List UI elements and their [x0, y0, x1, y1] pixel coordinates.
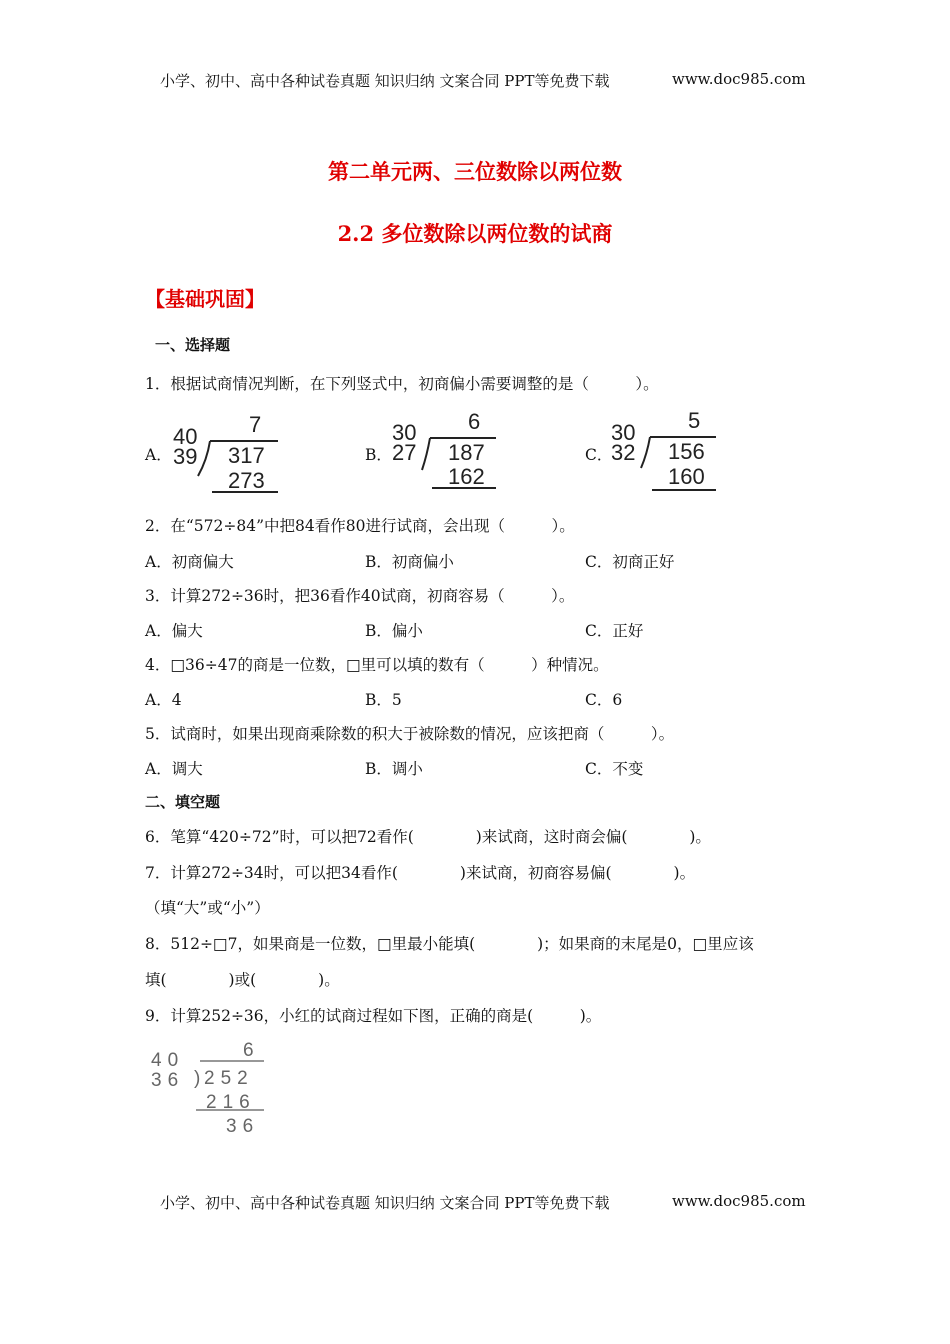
q9-quotient: 6	[243, 1040, 260, 1061]
q4-option-a[interactable]: A．4	[145, 691, 182, 709]
question-2: 2．在“572÷84”中把84看作80进行试商，会出现（ ）。	[145, 517, 575, 535]
q9-remainder: 36	[226, 1116, 260, 1137]
part2-heading: 二、填空题	[145, 793, 221, 811]
section-heading: 【基础巩固】	[145, 287, 265, 311]
q3-option-c[interactable]: C．正好	[585, 622, 644, 640]
q4-option-b[interactable]: B．5	[365, 691, 402, 709]
q1a-dividend: 317	[228, 443, 265, 468]
part1-heading: 一、选择题	[155, 336, 231, 354]
q1-option-a-division	[172, 410, 292, 500]
header-url[interactable]: www.doc985.com	[672, 70, 806, 88]
q4-option-c[interactable]: C．6	[585, 691, 623, 709]
q1b-dividend: 187	[448, 440, 485, 465]
unit-title: 第二单元两、三位数除以两位数	[328, 159, 622, 184]
q1c-product: 160	[668, 464, 705, 489]
footer-url[interactable]: www.doc985.com	[672, 1192, 806, 1210]
q2-option-b[interactable]: B．初商偏小	[365, 553, 454, 571]
q9-divisor: 36	[151, 1070, 185, 1091]
q1-option-b-division	[392, 410, 512, 500]
q2-option-a[interactable]: A．初商偏大	[145, 553, 234, 571]
q1a-quotient: 7	[249, 412, 262, 437]
q1c-quotient: 5	[688, 408, 701, 433]
question-6: 6．笔算“420÷72”时，可以把72看作( )来试商，这时商会偏( )。	[145, 828, 711, 846]
q9-division-figure	[148, 1038, 278, 1138]
q1-option-b-label[interactable]: B．	[365, 446, 392, 464]
q5-option-a[interactable]: A．调大	[145, 760, 203, 778]
question-9: 9．计算252÷36，小红的试商过程如下图，正确的商是( )。	[145, 1007, 602, 1025]
q2-option-c[interactable]: C．初商正好	[585, 553, 675, 571]
header-text: 小学、初中、高中各种试卷真题 知识归纳 文案合同 PPT等免费下载	[160, 72, 610, 90]
q1a-divisor: 39	[173, 444, 198, 469]
q9-dividend: 252	[204, 1068, 254, 1089]
question-4: 4．□36÷47的商是一位数，□里可以填的数有（ ）种情况。	[145, 656, 609, 674]
q1c-divisor: 32	[611, 440, 636, 465]
question-8: 8．512÷□7，如果商是一位数，□里最小能填( )；如果商的末尾是0，□里应该	[145, 935, 754, 953]
q1a-product: 273	[228, 468, 265, 493]
q1-option-c-label[interactable]: C．	[585, 446, 613, 464]
question-8-cont: 填( )或( )。	[145, 971, 340, 989]
q1a-estimate: 40	[173, 424, 198, 449]
q9-estimate: 40	[151, 1050, 185, 1071]
q1-option-a-label[interactable]: A．	[145, 446, 172, 464]
footer-text: 小学、初中、高中各种试卷真题 知识归纳 文案合同 PPT等免费下载	[160, 1194, 610, 1212]
q9-product: 216	[206, 1092, 256, 1113]
q1-option-c-division	[610, 410, 730, 500]
lesson-title: 2.2 多位数除以两位数的试商	[337, 221, 613, 246]
q5-option-b[interactable]: B．调小	[365, 760, 423, 778]
q1c-estimate: 30	[611, 420, 636, 445]
q1c-dividend: 156	[668, 439, 705, 464]
q1b-quotient: 6	[468, 409, 481, 434]
q3-option-b[interactable]: B．偏小	[365, 622, 423, 640]
q1b-product: 162	[448, 464, 485, 489]
question-7-note: （填“大”或“小”）	[145, 899, 270, 917]
q5-option-c[interactable]: C．不变	[585, 760, 644, 778]
q1b-divisor: 27	[392, 440, 417, 465]
question-5: 5．试商时，如果出现商乘除数的积大于被除数的情况，应该把商（ ）。	[145, 725, 675, 743]
q1b-estimate: 30	[392, 420, 417, 445]
question-3: 3．计算272÷36时，把36看作40试商，初商容易（ ）。	[145, 587, 575, 605]
question-1: 1．根据试商情况判断，在下列竖式中，初商偏小需要调整的是（ ）。	[145, 375, 659, 393]
q3-option-a[interactable]: A．偏大	[145, 622, 203, 640]
question-7: 7．计算272÷34时，可以把34看作( )来试商，初商容易偏( )。	[145, 864, 696, 882]
q9-bracket-glyph: )	[194, 1068, 207, 1089]
